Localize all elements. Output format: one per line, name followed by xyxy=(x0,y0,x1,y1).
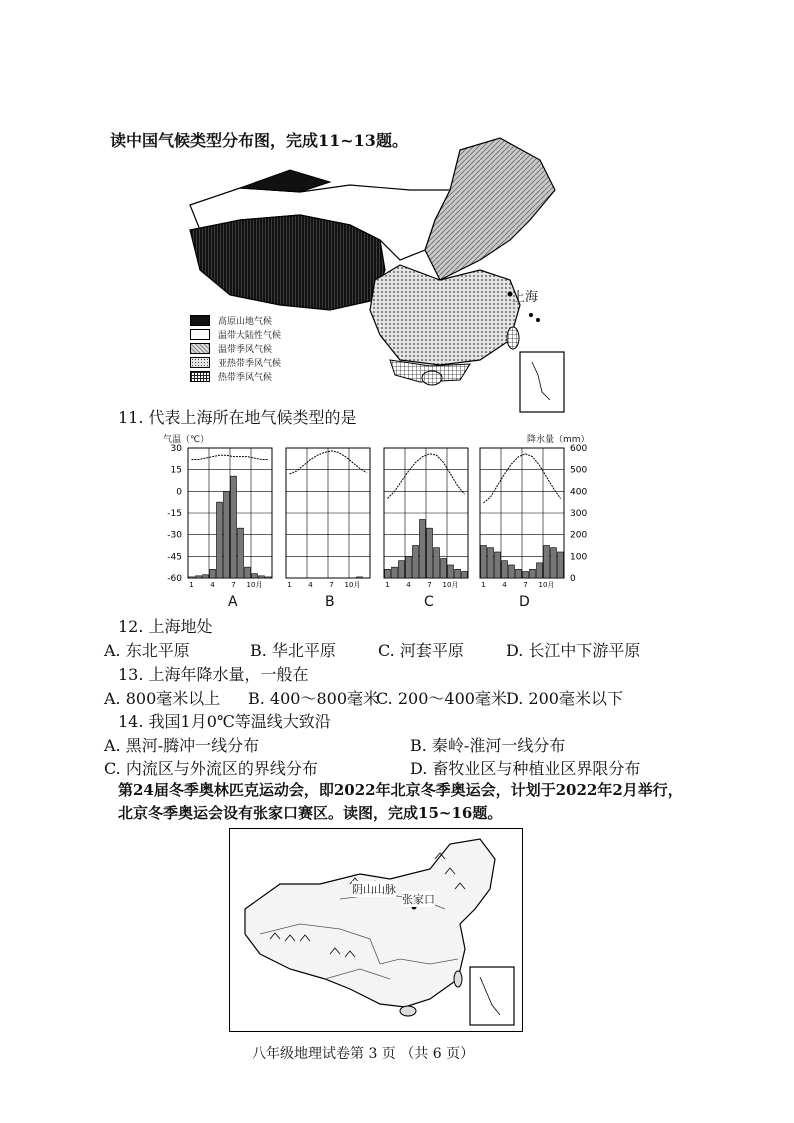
x-tick-label: 1 xyxy=(385,581,390,589)
q12-option-a[interactable]: A. 东北平原 xyxy=(104,641,190,660)
left-tick-label: 15 xyxy=(170,465,182,476)
precip-bar xyxy=(413,546,419,579)
precip-bar xyxy=(357,577,363,578)
precip-bar xyxy=(427,528,433,578)
legend-item-5: 热带季风气候 xyxy=(190,370,272,383)
precip-bar xyxy=(462,572,468,579)
precip-bar xyxy=(189,577,195,578)
precip-bar xyxy=(259,576,265,578)
panel-label-d: D xyxy=(519,594,530,610)
intro-text-1: 读中国气候类型分布图，完成11~13题。 xyxy=(110,131,408,150)
precip-bar xyxy=(231,476,237,578)
right-tick-label: 400 xyxy=(570,487,588,498)
panel-label-c: C xyxy=(424,594,434,610)
precip-bar xyxy=(245,567,251,578)
x-tick-label: 10月 xyxy=(538,581,555,589)
left-tick-label: -30 xyxy=(167,530,182,541)
precip-bar xyxy=(509,565,515,578)
winter-olympics-map xyxy=(229,828,523,1032)
q14-option-d[interactable]: D. 畜牧业区与种植业区界限分布 xyxy=(410,759,641,778)
right-tick-label: 0 xyxy=(570,574,576,584)
china-terrain-map xyxy=(230,829,521,1030)
q14-option-a[interactable]: A. 黑河-腾冲一线分布 xyxy=(104,736,260,755)
left-tick-label: -15 xyxy=(167,509,182,519)
legend-item-2: 温带大陆性气候 xyxy=(190,328,281,341)
label-yinshan: 阴山山脉 xyxy=(352,883,396,896)
precip-bar xyxy=(196,576,202,578)
x-tick-label: 10月 xyxy=(442,581,459,589)
right-tick-label: 200 xyxy=(570,530,588,541)
precip-bar xyxy=(441,559,447,579)
precip-bar xyxy=(266,577,272,578)
question-13: 13. 上海年降水量，一般在 xyxy=(118,665,309,684)
legend-item-3: 温带季风气候 xyxy=(190,342,272,355)
legend-item-4: 亚热带季风气候 xyxy=(190,356,281,369)
x-tick-label: 1 xyxy=(287,581,292,589)
precip-bar xyxy=(203,575,209,578)
precip-bar xyxy=(544,546,550,579)
q13-option-d[interactable]: D. 200毫米以下 xyxy=(506,689,623,708)
panel-label-b: B xyxy=(325,594,335,610)
legend-item-1: 高原山地气候 xyxy=(190,314,272,327)
q13-option-b[interactable]: B. 400～800毫米 xyxy=(248,689,380,708)
map-label-shanghai: 上海 xyxy=(512,290,539,305)
panel-label-a: A xyxy=(228,594,238,610)
q14-option-c[interactable]: C. 内流区与外流区的界线分布 xyxy=(104,759,318,778)
x-tick-label: 7 xyxy=(427,581,432,589)
x-tick-label: 10月 xyxy=(246,581,263,589)
q14-option-b[interactable]: B. 秦岭-淮河一线分布 xyxy=(410,736,566,755)
question-14: 14. 我国1月0℃等温线大致沿 xyxy=(118,712,331,731)
precip-bar xyxy=(399,561,405,578)
precip-bar xyxy=(210,569,216,578)
precip-bar xyxy=(217,502,223,578)
q12-option-b[interactable]: B. 华北平原 xyxy=(250,641,336,660)
precip-bar xyxy=(385,569,391,578)
question-11: 11. 代表上海所在地气候类型的是 xyxy=(118,408,357,427)
x-tick-label: 4 xyxy=(502,581,507,589)
precip-bar xyxy=(558,552,564,578)
precip-bar xyxy=(530,569,536,578)
precip-bar xyxy=(495,552,501,578)
left-tick-label: -60 xyxy=(167,574,182,584)
q12-option-c[interactable]: C. 河套平原 xyxy=(378,641,464,660)
label-zhangjiakou: 张家口 xyxy=(402,893,435,906)
x-tick-label: 7 xyxy=(231,581,236,589)
precip-bar xyxy=(224,491,230,578)
left-tick-label: 30 xyxy=(170,444,182,454)
precip-bar xyxy=(238,528,244,578)
question-12: 12. 上海地处 xyxy=(118,617,213,636)
precip-bar xyxy=(448,565,454,578)
right-tick-label: 600 xyxy=(570,444,588,454)
right-tick-label: 500 xyxy=(570,465,588,476)
q13-option-a[interactable]: A. 800毫米以上 xyxy=(104,689,221,708)
left-tick-label: 0 xyxy=(176,487,182,498)
precip-bar xyxy=(392,567,398,578)
q13-option-c[interactable]: C. 200～400毫米 xyxy=(376,689,507,708)
precip-bar xyxy=(434,548,440,578)
q12-option-d[interactable]: D. 长江中下游平原 xyxy=(506,641,641,660)
precip-bar xyxy=(502,561,508,578)
x-tick-label: 7 xyxy=(329,581,334,589)
right-axis-title: 降水量（mm） xyxy=(527,435,590,445)
page-footer: 八年级地理试卷第 3 页 （共 6 页） xyxy=(252,1046,475,1062)
precip-bar xyxy=(488,548,494,578)
precip-bar xyxy=(481,546,487,579)
x-tick-label: 10月 xyxy=(344,581,361,589)
x-tick-label: 1 xyxy=(481,581,486,589)
precip-bar xyxy=(516,569,522,578)
intro-text-2-line-1: 第24届冬季奥林匹克运动会，即2022年北京冬季奥运会，计划于2022年2月举行， xyxy=(118,781,683,799)
precip-bar xyxy=(252,574,258,578)
precip-bar xyxy=(406,556,412,578)
x-tick-label: 4 xyxy=(308,581,313,589)
precip-bar xyxy=(420,520,426,579)
precip-bar xyxy=(551,548,557,578)
climate-charts xyxy=(150,440,590,590)
x-tick-label: 7 xyxy=(523,581,528,589)
right-tick-label: 100 xyxy=(570,552,588,563)
left-tick-label: -45 xyxy=(167,552,182,563)
x-tick-label: 4 xyxy=(406,581,411,589)
precip-bar xyxy=(523,572,529,579)
intro-text-2-line-2: 北京冬季奥运会设有张家口赛区。读图，完成15~16题。 xyxy=(118,804,503,822)
right-tick-label: 300 xyxy=(570,509,588,519)
precip-bar xyxy=(537,563,543,578)
precip-bar xyxy=(455,569,461,578)
x-tick-label: 1 xyxy=(189,581,194,589)
left-axis-title: 气温（℃） xyxy=(163,435,210,445)
x-tick-label: 4 xyxy=(210,581,215,589)
